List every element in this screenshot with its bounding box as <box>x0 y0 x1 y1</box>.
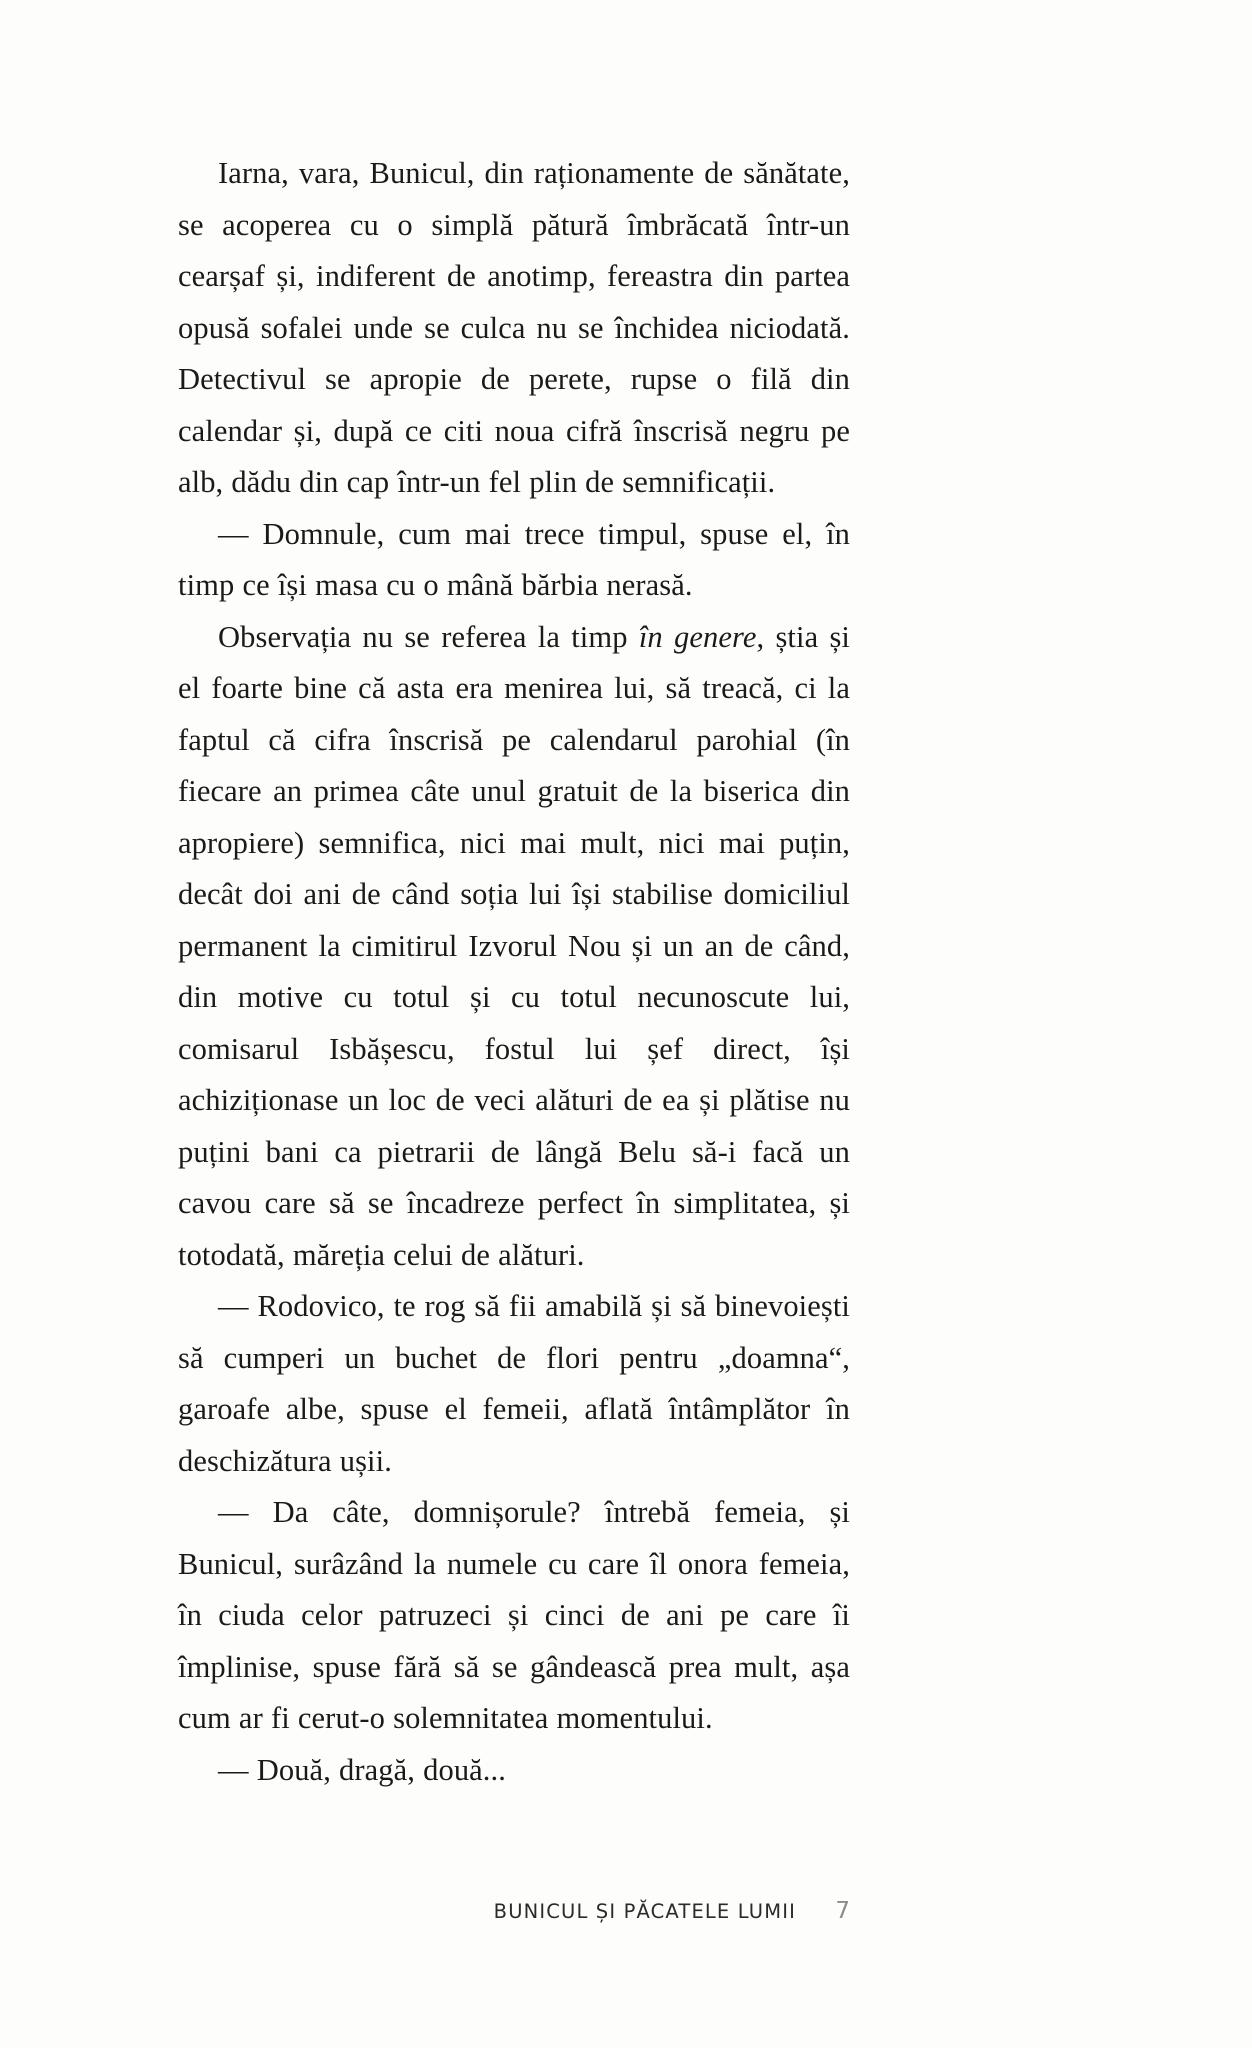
paragraph-4-dialogue: — Rodovico, te rog să fii amabilă și să binevoiești să cumperi un buchet de flori pentru „doamna“, garoafe albe, spuse el femeii, aflată întâmplător în deschizătura ușii. <box>178 1289 850 1478</box>
paragraph-3 <box>178 612 850 1282</box>
running-title: BUNICUL ȘI PĂCATELE LUMII <box>493 1900 796 1923</box>
paragraph-6-dialogue: — Două, dragă, două... <box>218 1752 506 1787</box>
page-text-block <box>178 148 850 1796</box>
emphasis-in-genere: în genere <box>638 619 757 654</box>
page-footer <box>178 1898 850 1924</box>
paragraph-1: Iarna, vara, Bunicul, din raționamente de sănătate, se acoperea cu o simplă pătură îmbrăcată într-un cearșaf și, indiferent de anotimp, fereastra din partea opusă sofalei unde se culca nu se închidea niciodată. Detectivul se apropie de perete, rupse o filă din calendar și, după ce citi noua cifră înscrisă negru pe alb, dădu din cap într-un fel plin de semnificații. <box>178 156 850 499</box>
paragraph-3-rest: , știa și el foarte bine că asta era menirea lui, să treacă, ci la faptul că cifra înscrisă pe calendarul parohial (în fiecare an primea câte unul gratuit de la biserica din apropiere) semnifica, nici mai mult, nici mai puțin, decât doi ani de când soția lui își stabilise domiciliul permanent la cimitirul Izvorul Nou și un an de când, din motive cu totul și cu totul necunoscute lui, comisarul Isbășescu, fostul lui șef direct, își achiziționase un loc de veci alături de ea și plătise nu puțini bani ca pietrarii de lângă Belu să-i facă un cavou care să se încadreze perfect în simplitatea, și totodată, măreția celui de alături. <box>178 619 851 1272</box>
paragraph-5-dialogue: — Da câte, domnișorule? întrebă femeia, și Bunicul, surâzând la numele cu care îl onora femeia, în ciuda celor patruzeci și cinci de ani pe care îi împlinise, spuse fără să se gândească prea mult, așa cum ar fi cerut-o solemnitatea momentului. <box>178 1495 850 1735</box>
paragraph-3-lead: Observația nu se referea la timp <box>218 619 639 654</box>
paragraph-2-dialogue: — Domnule, cum mai trece timpul, spuse el, în timp ce își masa cu o mână bărbia nerasă. <box>178 516 850 602</box>
page-number: 7 <box>835 1898 850 1924</box>
